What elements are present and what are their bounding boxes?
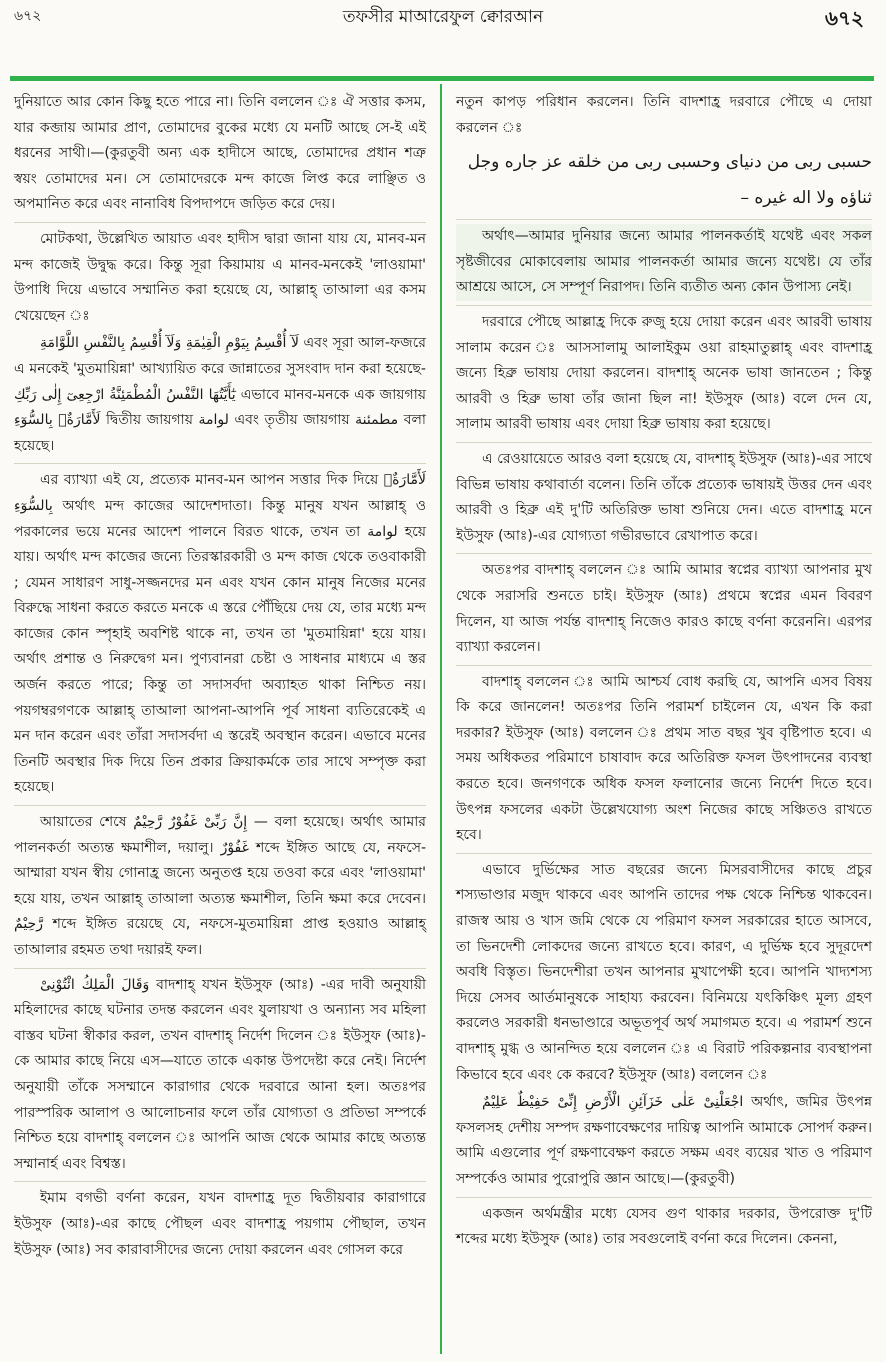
paragraph-divider xyxy=(456,305,872,306)
right-paragraph: এ রেওয়ায়েতে আরও বলা হয়েছে যে, বাদশাহ্ ইউসুফ (আঃ)-এর সাথে বিভিন্ন ভাষায় কথাবার্তা বলেন। তিনি তাঁকে প্রত্যেক ভাষায়ই উত্তর দেন এবং আরবী ও হিব্রু এই দু'টি অতিরিক্ত ভাষা শুনিয়ে দেন। এতে বাদশাহ্র মনে ইউসুফ (আঃ)-এর যোগ্যতা গভীরভাবে রেখাপাত করে। xyxy=(456,450,872,544)
page-header xyxy=(0,0,886,86)
left-paragraph: وَقَالَ الْمَلِكُ ائْتُوْنِىْ বাদশাহ্ যখন ইউসুফ (আঃ) -এর দাবী অনুযায়ী মহিলাদের কাছে ঘটনার তদন্ত করলেন এবং যুলায়খা ও অন্যান্য সব মহিলা বাস্তব ঘটনা স্বীকার করল, তখন বাদশাহ্ নির্দেশ দিলেন ঃ ইউসুফ (আঃ)-কে আমার কাছে নিয়ে এস—যাতে তাকে একান্ত উপদেষ্টা করে নেই। নির্দেশ অনুযায়ী তাঁকে সসম্মানে কারাগার থেকে দরবারে আনা হল। অতঃপর পারস্পরিক আলাপ ও আলোচনার ফলে তাঁর যোগ্যতা ও প্রতিভা সম্পর্কে নিশ্চিত হয়ে বাদশাহ্ বললেন ঃ আপনি আজ থেকে আমার কাছে অত্যন্ত সম্মানার্হ এবং বিশ্বস্ত। xyxy=(14,976,426,1172)
left-paragraph: দুনিয়াতে আর কোন কিছু হতে পারে না। তিনি বললেন ঃ ঐ সত্তার কসম, যার কব্জায় আমার প্রাণ, তোমাদের বুকের মধ্যে যে মনটি আছে সে-ই এই ধরনের সাথী।—(কুরতুবী অন্য এক হাদীসে আছে, তোমাদের প্রধান শত্রু স্বয়ং তোমাদের মন। সে তোমাদেরকে মন্দ কাজে লিপ্ত করে লাঞ্ছিত ও অপমানিত করে এবং নানাবিধ বিপদাপদে জড়িত করে দেয়। xyxy=(14,94,426,213)
right-paragraph: দরবারে পৌছে আল্লাহ্র দিকে রুজু হয়ে দোয়া করেন এবং আরবী ভাষায় সালাম করেন ঃ আসসালামু আলাইকুম ওয়া রাহমাতুল্লাহ্ এবং বাদশাহ্র জন্যে হিব্রু ভাষায় দোয়া করলেন। বাদশাহ্ অনেক ভাষা জানতেন ; কিন্তু আরবী ও হিব্রু ভাষা তাঁর জানা ছিল না! ইউসুফ (আঃ) বলে দেন যে, সালাম আরবী ভাষায় এবং দোয়া হিব্রু ভাষায় করা হয়েছে। xyxy=(456,313,872,433)
right-paragraph: اجْعَلْنِىْ عَلٰى خَزَآئِنِ الْأَرْضِ إِنِّىْ حَفِيْظٌ عَلِيْمٌ অর্থাৎ, জমির উৎপন্ন ফসলসহ দেশীয় সম্পদ রক্ষণাবেক্ষণের দায়িত্ব আপনি আমাকে সোপর্দ করুন। আমি এগুলোর পূর্ণ রক্ষণাবেক্ষণ করতে সক্ষম এবং ব্যয়ের খাত ও পরিমাণ সম্পর্কেও আমার পুরোপুরি জ্ঞান আছে।—(কুরতুবী) xyxy=(456,1094,872,1187)
paragraph-divider xyxy=(456,219,872,220)
paragraph-divider xyxy=(456,442,872,443)
right-column xyxy=(456,90,872,1255)
left-paragraph: মোটকথা, উল্লেখিত আয়াত এবং হাদীস দ্বারা জানা যায় যে, মানব-মন মন্দ কাজেই উদ্বুদ্ধ করে। কিন্তু সূরা কিয়ামায় এ মানব-মনকেই 'লাওয়ামা' উপাধি দিয়ে এভাবে সম্মানিত করা হয়েছে যে, আল্লাহ্ তাআলা এর কসম খেয়েছেন ঃ xyxy=(14,230,426,324)
right-paragraph: অতঃপর বাদশাহ্ বললেন ঃ আমি আমার স্বপ্নের ব্যাখ্যা আপনার মুখ থেকে সরাসরি শুনতে চাই। ইউসুফ (আঃ) প্রথমে স্বপ্নের এমন বিবরণ দিলেন, যা আজ পর্যন্ত বাদশাহ্ নিজেও কারও কাছে বর্ণনা করেননি। এরপর ব্যাখ্যা করলেন। xyxy=(456,562,872,656)
column-divider xyxy=(440,84,442,1354)
paragraph-divider xyxy=(14,805,426,806)
arabic-dua-line-1: حسبى ربى من دنياى وحسبى ربى من خلقه عز جاره وجل xyxy=(467,152,872,173)
header-rule xyxy=(10,76,874,81)
left-column xyxy=(14,90,426,1265)
right-paragraph: একজন অর্থমন্ত্রীর মধ্যে যেসব গুণ থাকার দরকার, উপরোক্ত দু'টি শব্দের মধ্যে ইউসুফ (আঃ) তার সবগুলোই বর্ণনা করে দিলেন। কেননা, xyxy=(456,1205,872,1248)
paragraph-divider xyxy=(456,1197,872,1198)
right-paragraph: অর্থাৎ—আমার দুনিয়ার জন্যে আমার পালনকর্তাই যথেষ্ট এবং সকল সৃষ্টজীবের মোকাবেলায় আমার পালনকর্তা আমার জন্যে যথেষ্ট। যে তাঁর আশ্রয়ে আসে, সে সম্পূর্ণ নিরাপদ। তিনি ব্যতীত অন্য কোন উপাস্য নেই। xyxy=(456,224,872,301)
page-number-right: ৬৭২ xyxy=(824,6,864,30)
left-paragraph: لَآ أُقْسِمُ بِيَوْمِ الْقِيٰمَةِ وَلَآ أُقْسِمُ بِالنَّفْسِ اللَّوَّامَةِ এবং সূরা আল-ফজরে এ মনকেই 'মুতমায়িন্না' আখ্যায়িত করে জান্নাতের সুসংবাদ দান করা হয়েছে- يٰٓأَيَّتُهَا النَّفْسُ الْمُطْمَئِنَّةُ ارْجِعِىٓ إِلٰى رَبِّكِ এভাবে মানব-মনকে এক জায়গায় لَأَمَّارَةٌۢ بِالسُّوٓءِ দ্বিতীয় জায়গায় لوامة এবং তৃতীয় জায়গায় مطمئنة বলা হয়েছে। xyxy=(14,335,426,454)
paragraph-divider xyxy=(456,853,872,854)
paragraph-divider xyxy=(14,968,426,969)
left-paragraph: ইমাম বগভী বর্ণনা করেন, যখন বাদশাহ্র দূত দ্বিতীয়বার কারাগারে ইউসুফ (আঃ)-এর কাছে পৌছল এবং বাদশাহ্র পয়গাম পৌছাল, তখন ইউসুফ (আঃ) সব কারাবাসীদের জন্যে দোয়া করলেন এবং গোসল করে xyxy=(14,1190,426,1258)
right-intro: নতুন কাপড় পরিধান করলেন। তিনি বাদশাহ্র দরবারে পৌছে এ দোয়া করলেন ঃ xyxy=(456,94,872,136)
page-number-left: ৬৭২ xyxy=(14,8,42,24)
paragraph-divider xyxy=(14,222,426,223)
paragraph-divider xyxy=(456,553,872,554)
left-paragraph: আয়াতের শেষে إِنَّ رَبِّىْ غَفُوْرٌ رَّحِيْمٌ — বলা হয়েছে। অর্থাৎ আমার পালনকর্তা অত্যন্ত ক্ষমাশীল, দয়ালু। غَفُوْرٌ শব্দে ইঙ্গিত আছে যে, নফসে-আম্মারা যখন স্বীয় গোনাহ্র জন্যে অনুতপ্ত হয়ে তওবা করে এবং 'লাওয়ামা' হয়ে যায়, তখন আল্লাহ্ তাআলা অত্যন্ত ক্ষমাশীল, তিনি ক্ষমা করে দেবেন। رَّحِيْمٌ শব্দে ইঙ্গিত রয়েছে যে, নফসে-মুতমায়িন্না প্রাপ্ত হওয়াও আল্লাহ্ তাআলার রহমত তথা দয়ারই ফল। xyxy=(14,814,427,958)
paragraph-divider xyxy=(456,665,872,666)
paragraph-divider xyxy=(14,463,426,464)
left-paragraph: এর ব্যাখ্যা এই যে, প্রত্যেক মানব-মন আপন সত্তার দিক দিয়ে لَأَمَّارَةٌۢ بِالسُّوٓءِ অর্থাৎ মন্দ কাজের আদেশদাতা। কিন্তু মানুষ যখন আল্লাহ্ ও পরকালের ভয়ে মনের আদেশ পালনে বিরত থাকে, তখন তা لوامة হয়ে যায়। অর্থাৎ মন্দ কাজের জন্যে তিরস্কারকারী ও মন্দ কাজ থেকে তওবাকারী ; যেমন সাধারণ সাধু-সজ্জনদের মন এবং যখন কোন মানুষ নিজের মনের বিরুদ্ধে সাধনা করতে করতে মনকে এ স্তরে পৌঁছিয়ে দেয় যে, তার মধ্যে মন্দ কাজের কোন স্পৃহাই অবশিষ্ট থাকে না, তখন তা 'মুতমায়িন্না' হয়ে যায়। অর্থাৎ প্রশান্ত ও নিরুদ্বেগ মন। পুণ্যবানরা চেষ্টা ও সাধনার মাধ্যমে এ স্তর অর্জন করতে পারে; কিন্তু তা সদাসর্বদা অব্যাহত থাকা নিশ্চিত নয়। পয়গম্বরগণকে আল্লাহ্ তাআলা আপনা-আপনি পূর্ব সাধনা ব্যতিরেকেই এ মন দান করেন এবং তাঁরা সদাসর্বদা এ স্তরেই অবস্থান করেন। এভাবে মনের তিনটি অবস্থার দিক দিয়ে তিন প্রকার ক্রিয়াকর্মকে তার সাথে সম্পৃক্ত করা হয়েছে। xyxy=(14,472,426,796)
right-paragraph: বাদশাহ্ বললেন ঃ আমি আশ্চর্য বোধ করছি যে, আপনি এসব বিষয় কি করে জানলেন! অতঃপর তিনি পরামর্শ চাইলেন যে, এখন কি করা দরকার? ইউসুফ (আঃ) বললেন ঃ প্রথম সাত বছর খুব বৃষ্টিপাত হবে। এ সময় অধিকতর পরিমাণে চাষাবাদ করে অতিরিক্ত ফসল উৎপাদনের ব্যবস্থা করতে হবে। জনগণকে অধিক ফসল ফলানোর জন্যে নির্দেশ দিতে হবে। উৎপন্ন ফসলের একটা উল্লেখযোগ্য অংশ নিজের কাছে সঞ্চিতও রাখতে হবে। xyxy=(456,673,872,844)
arabic-dua-line-2: ثناؤه ولا اله غيره – xyxy=(740,188,872,209)
right-paragraph: এভাবে দুর্ভিক্ষের সাত বছরের জন্যে মিসরবাসীদের কাছে প্রচুর শস্যভাণ্ডার মজুদ থাকবে এবং আপনি তাদের পক্ষ থেকে নিশ্চিন্ত থাকবেন। রাজস্ব আয় ও খাস জমি থেকে যে পরিমাণ ফসল সরকারের হাতে আসবে, তা ভিনদেশী লোকদের জন্যে রাখতে হবে। কারণ, এ দুর্ভিক্ষ হবে সুদূরদেশ অবধি বিস্তৃত। ভিনদেশীরা তখন আপনার মুখাপেক্ষী হবে। আপনি খাদ্যশস্য দিয়ে সেসব আর্তমানুষকে সাহায্য করবেন। বিনিময়ে যৎকিঞ্চিৎ মূল্য গ্রহণ করলেও সরকারী ধনভাণ্ডারে অভূতপূর্ব অর্থ সমাগমত হবে। এ পরামর্শ শুনে বাদশাহ্ মুগ্ধ ও আনন্দিত হয়ে বললেন ঃ এ বিরাট পরিকল্পনার ব্যবস্থাপনা কিভাবে হবে এবং কে করবে? ইউসুফ (আঃ) বললেন ঃ xyxy=(456,861,872,1083)
running-title: তফসীর মাআরেফুল ক্বোরআন xyxy=(342,7,544,27)
paragraph-divider xyxy=(14,1181,426,1182)
